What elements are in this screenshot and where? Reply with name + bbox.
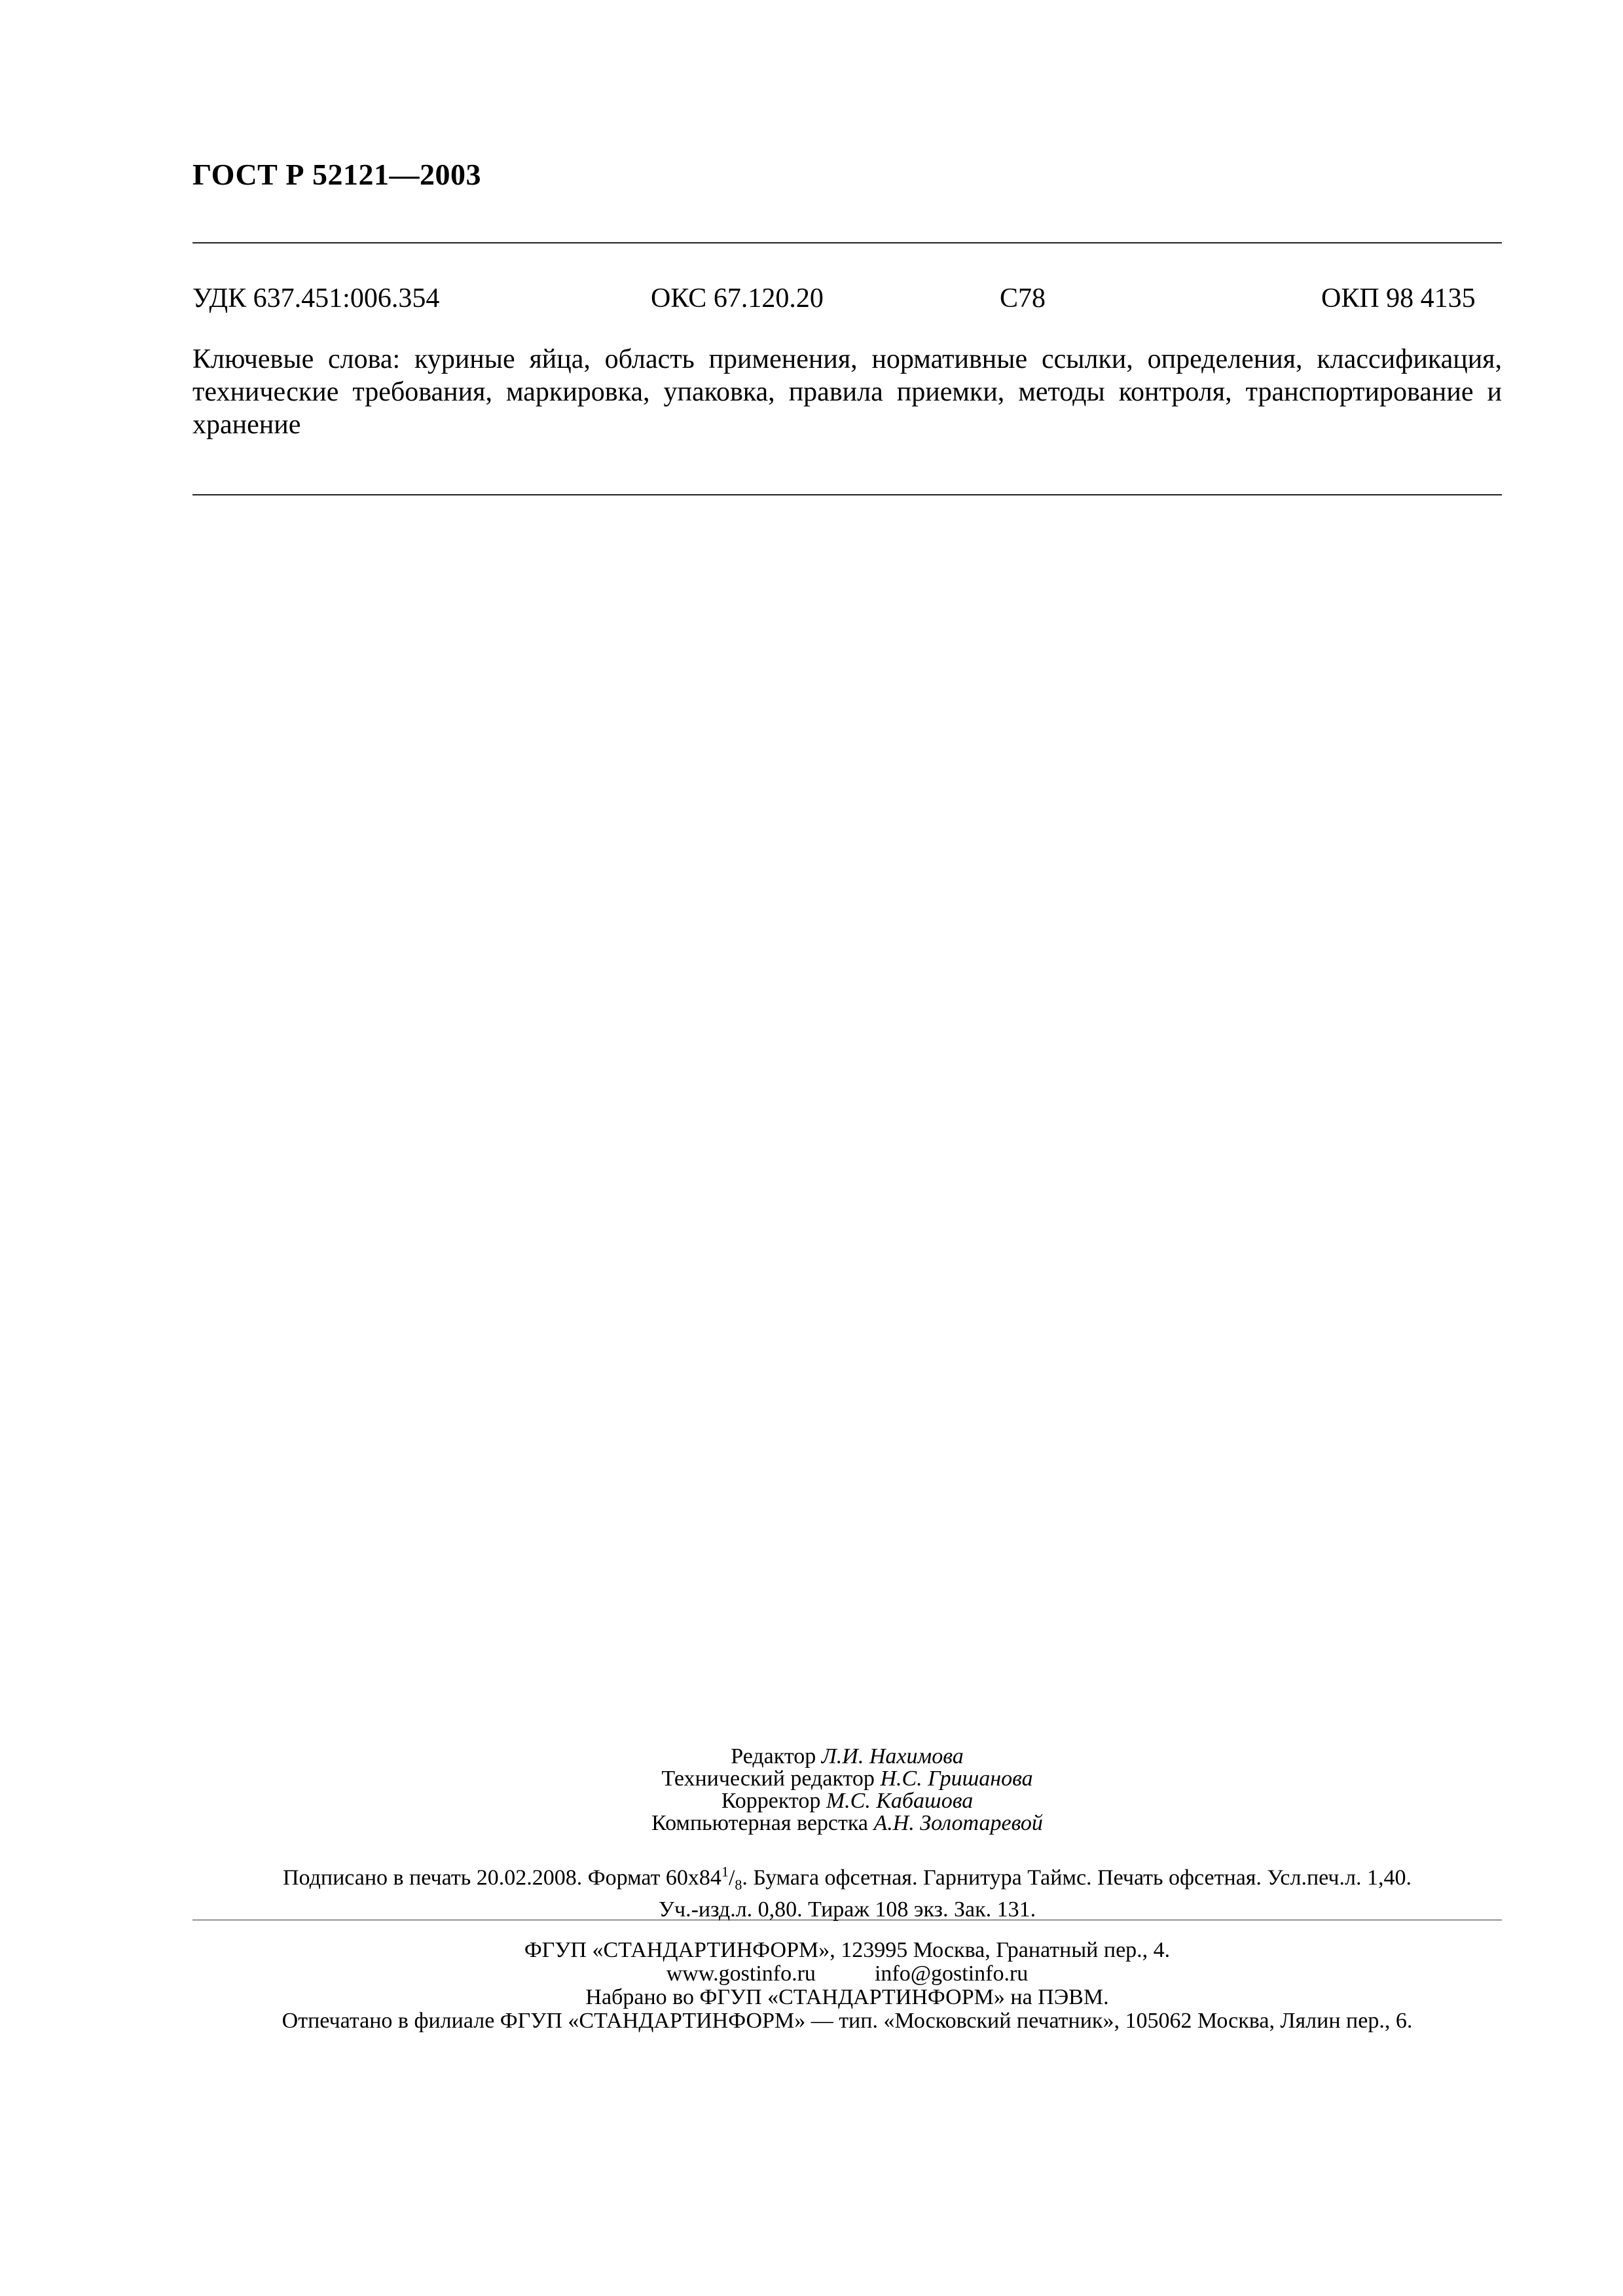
printed-line: Отпечатано в филиале ФГУП «СТАНДАРТИНФОРМ» — тип. «Московский печатник», 105062 Москва, Лялин пер., 6.	[282, 2009, 1413, 2033]
footer-block	[192, 1939, 1502, 2033]
layout-label: Компьютерная верстка	[651, 1811, 868, 1835]
editor-name: Л.И. Нахимова	[821, 1744, 964, 1768]
publisher-line: ФГУП «СТАНДАРТИНФОРМ», 123995 Москва, Гранатный пер., 4.	[524, 1938, 1171, 1962]
website-link[interactable]: www.gostinfo.ru	[666, 1962, 816, 1986]
imprint-block	[192, 1859, 1502, 1922]
layout-name: А.Н. Золотаревой	[873, 1811, 1043, 1835]
imprint-format-sup: 1	[721, 1863, 729, 1880]
udk-code: УДК 637.451:006.354	[192, 283, 440, 314]
group-code: С78	[1000, 283, 1046, 314]
imprint-format-text: Подписано в печать 20.02.2008. Формат 60х84	[283, 1865, 721, 1890]
imprint-line-2: Уч.-изд.л. 0,80. Тираж 108 экз. Зак. 131.	[658, 1897, 1036, 1922]
email-link[interactable]: info@gostinfo.ru	[874, 1962, 1029, 1986]
layout-line	[192, 1812, 1502, 1835]
editor-line	[192, 1746, 1502, 1768]
proofreader-line	[192, 1790, 1502, 1812]
imprint-format-sub: 8	[735, 1876, 742, 1893]
okp-code: ОКП 98 4135	[1321, 283, 1476, 314]
oks-code: ОКС 67.120.20	[651, 283, 824, 314]
editor-label: Редактор	[731, 1744, 816, 1768]
tech-editor-line	[192, 1768, 1502, 1790]
header-rule	[192, 242, 1502, 243]
document-title: ГОСТ Р 52121—2003	[192, 158, 481, 191]
imprint-line-1	[192, 1859, 1502, 1897]
typeset-line: Набрано во ФГУП «СТАНДАРТИНФОРМ» на ПЭВМ.	[585, 1985, 1109, 2009]
keywords-rule	[192, 494, 1502, 495]
imprint-details: . Бумага офсетная. Гарнитура Таймс. Печать офсетная. Усл.печ.л. 1,40.	[742, 1865, 1412, 1890]
proofreader-name: М.С. Кабашова	[826, 1789, 974, 1813]
contacts-line	[192, 1962, 1502, 1986]
imprint-format-slash: /	[728, 1865, 735, 1890]
credits-block	[192, 1746, 1502, 1835]
keywords-paragraph: Ключевые слова: куриные яйца, область применения, нормативные ссылки, определения, классификация, технические требования, маркировка, упаковка, правила приемки, методы контроля, транспортирование и хранение	[192, 344, 1502, 440]
tech-editor-name: Н.С. Гришанова	[880, 1767, 1033, 1791]
tech-editor-label: Технический редактор	[661, 1767, 875, 1791]
proofreader-label: Корректор	[721, 1789, 821, 1813]
